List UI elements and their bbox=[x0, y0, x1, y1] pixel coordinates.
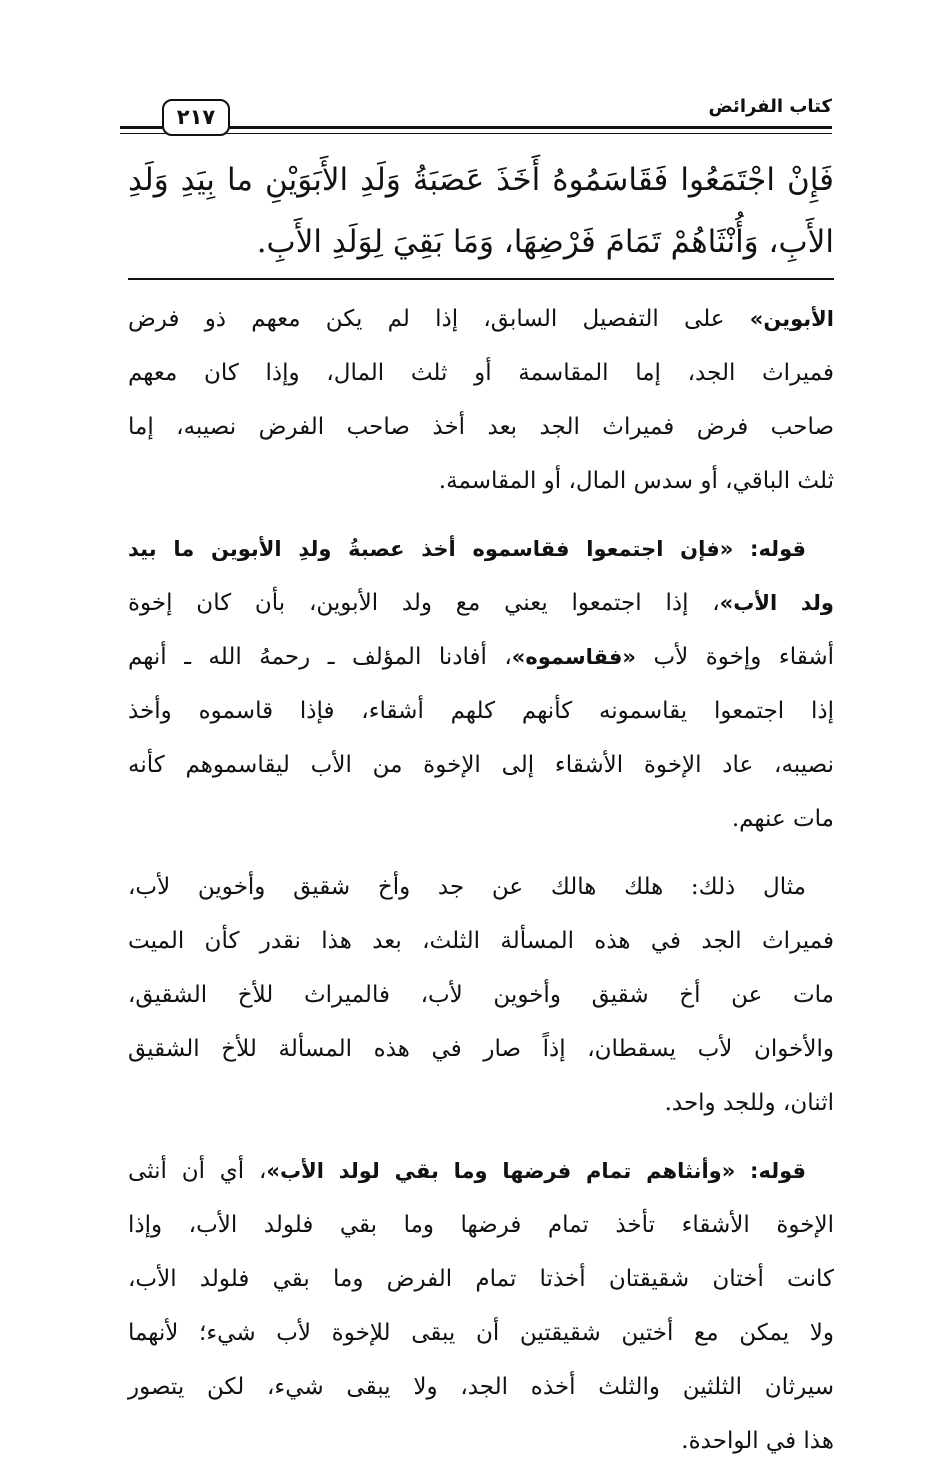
text-line: سيرثان الثلثين والثلث أخذه الجد، ولا يبقى شيء، لكن يتصور bbox=[128, 1374, 834, 1400]
page-number: ٢١٧ bbox=[162, 99, 230, 136]
text-line: صاحب فرض فميراث الجد بعد أخذ صاحب الفرض نصيبه، إما bbox=[128, 414, 834, 440]
text-line: هذا في الواحدة. bbox=[681, 1428, 834, 1454]
bold-term: الأبوين» bbox=[749, 307, 834, 331]
text-line: كانت أختان شقيقتان أخذتا تمام الفرض وما بقي فلولد الأب، bbox=[128, 1266, 834, 1292]
text-line bbox=[128, 292, 834, 346]
text-span: ، أفادنا المؤلف ـ رحمهُ الله ـ أنهم bbox=[128, 644, 512, 670]
text-line: فميراث الجد في هذه المسألة الثلث، بعد هذا نقدر كأن الميت bbox=[128, 928, 834, 954]
book-title: كتاب الفرائض bbox=[708, 96, 832, 117]
text-line: ثلث الباقي، أو سدس المال، أو المقاسمة. bbox=[438, 468, 834, 494]
paragraph bbox=[128, 522, 834, 846]
bold-quote: «فقاسموه» bbox=[511, 645, 636, 669]
commentary bbox=[128, 292, 834, 1482]
text-span: ، إذا اجتمعوا يعني مع ولد الأبوين، بأن كان إخوة bbox=[128, 590, 720, 616]
text-line bbox=[128, 522, 834, 576]
text-line: اثنان، وللجد واحد. bbox=[664, 1090, 834, 1116]
text-line bbox=[128, 576, 834, 630]
text-span: على التفصيل السابق، إذا لم يكن معهم ذو فرض bbox=[128, 306, 750, 332]
text-span: ، أي أن أنثى bbox=[128, 1158, 267, 1184]
text-line bbox=[128, 630, 834, 684]
bold-quote: قوله: «فإن اجتمعوا فقاسموه أخذ عصبةُ ولدِ الأبوين ما بيد bbox=[128, 537, 806, 561]
text-line: مثال ذلك: هلك هالك عن جد وأخ شقيق وأخوين لأب، bbox=[128, 874, 806, 900]
paragraph bbox=[128, 860, 834, 1130]
text-line: والأخوان لأب يسقطان، إذاً صار في هذه المسألة للأخ الشقيق bbox=[128, 1036, 834, 1062]
matn-line: فَإِنْ اجْتَمَعُوا فَقَاسَمُوهُ أَخَذَ عَصَبَةُ وَلَدِ الأَبَوَيْنِ ما بِيَدِ وَلَدِ bbox=[128, 162, 834, 198]
text-line: مات عن أخ شقيق وأخوين لأب، فالميراث للأخ الشقيق، bbox=[128, 982, 834, 1008]
matn-line: الأَبِ، وَأُنْثَاهُمْ تَمَامَ فَرْضِهَا، وَمَا بَقِيَ لِوَلَدِ الأَبِ. bbox=[256, 224, 834, 260]
matn-separator bbox=[128, 278, 834, 280]
text-line: فميراث الجد، إما المقاسمة أو ثلث المال، وإذا كان معهم bbox=[128, 360, 834, 386]
text-line: الإخوة الأشقاء تأخذ تمام فرضها وما بقي فلولد الأب، وإذا bbox=[128, 1212, 834, 1238]
text-span: أشقاء وإخوة لأب bbox=[635, 644, 835, 670]
paragraph bbox=[128, 1144, 834, 1468]
text-line: مات عنهم. bbox=[731, 806, 834, 832]
text-line: ولا يمكن مع أختين شقيقتين أن يبقى للإخوة لأب شيء؛ لأنهما bbox=[128, 1320, 834, 1346]
paragraph bbox=[128, 292, 834, 508]
bold-quote: قوله: «وأنثاهم تمام فرضها وما بقي لولد الأب» bbox=[266, 1159, 806, 1183]
bold-quote: ولد الأب» bbox=[719, 591, 834, 615]
page-header bbox=[120, 86, 832, 146]
text-line: إذا اجتمعوا يقاسمونه كأنهم كلهم أشقاء، فإذا قاسموه وأخذ bbox=[128, 698, 834, 724]
text-line: نصيبه، عاد الإخوة الأشقاء إلى الإخوة من الأب ليقاسموهم كأنه bbox=[128, 752, 834, 778]
matn-text bbox=[128, 150, 834, 274]
text-line bbox=[128, 1144, 834, 1198]
